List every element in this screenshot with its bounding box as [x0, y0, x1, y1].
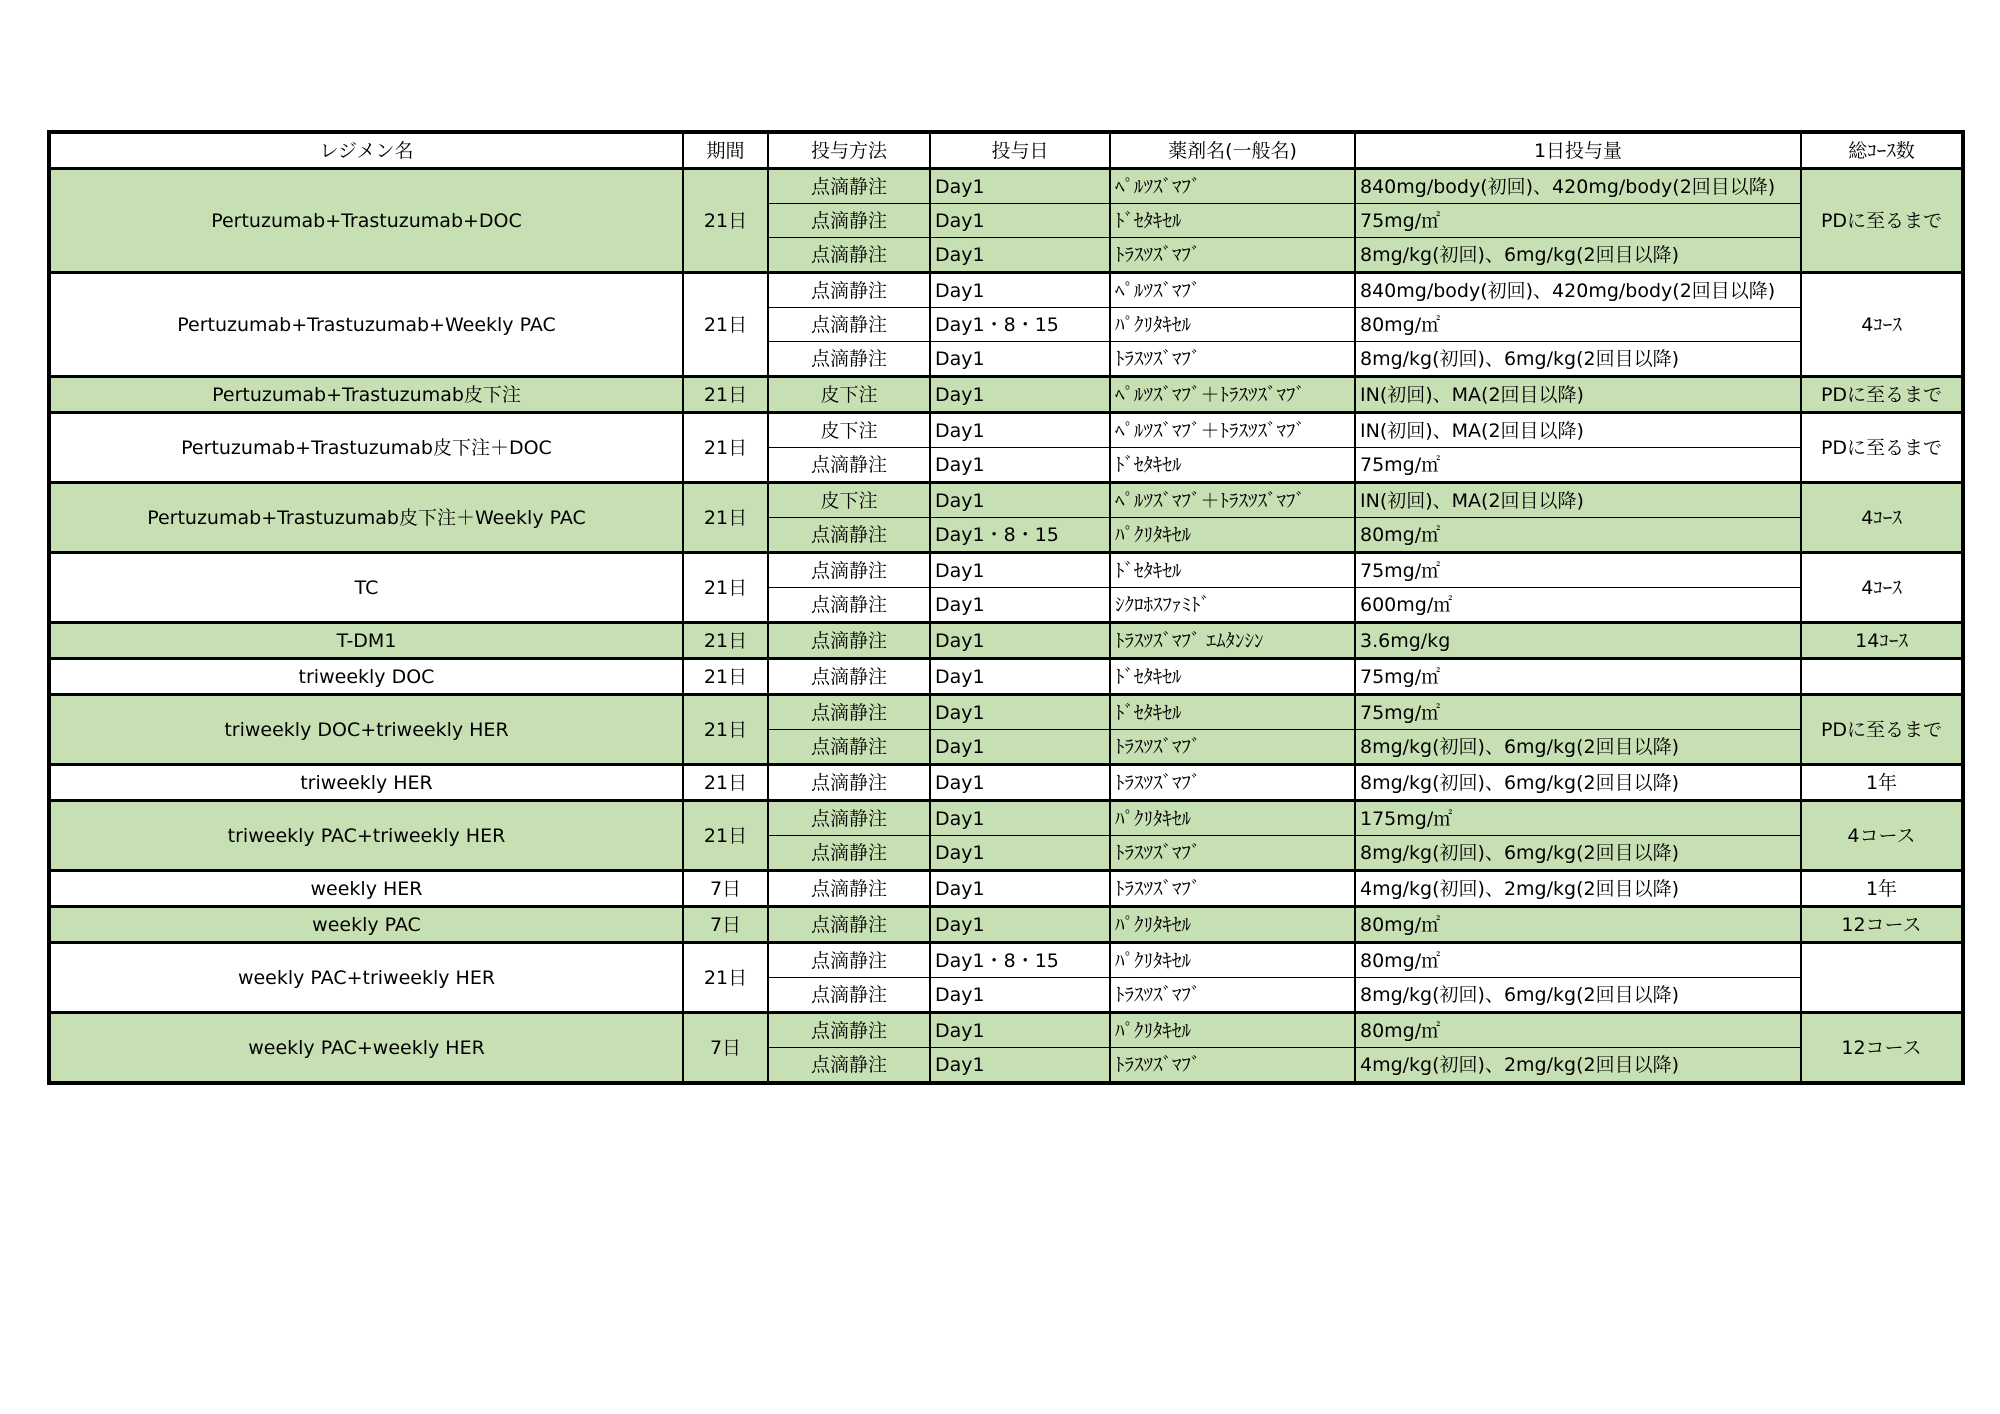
drug-cell: ﾄﾗｽﾂｽﾞﾏﾌﾞ — [1110, 836, 1355, 871]
regimen-name-cell: triweekly DOC — [49, 659, 683, 695]
dose-cell: 3.6mg/kg — [1355, 623, 1801, 659]
total-courses-cell: 4ｺｰｽ — [1801, 553, 1963, 623]
regimen-name-cell: triweekly HER — [49, 765, 683, 801]
drug-cell: ﾄﾗｽﾂｽﾞﾏﾌﾞ — [1110, 978, 1355, 1013]
header-regimen: レジメン名 — [49, 132, 683, 169]
regimen-group — [49, 659, 1963, 695]
header-dose: 1日投与量 — [1355, 132, 1801, 169]
table-row — [49, 871, 1963, 907]
period-cell: 21日 — [683, 553, 768, 623]
period-cell: 21日 — [683, 801, 768, 871]
day-cell: Day1 — [930, 695, 1110, 730]
drug-cell: ﾄﾞｾﾀｷｾﾙ — [1110, 448, 1355, 483]
drug-cell: ﾄﾞｾﾀｷｾﾙ — [1110, 553, 1355, 588]
method-cell: 点滴静注 — [768, 273, 930, 308]
regimen-name-cell: Pertuzumab+Trastuzumab皮下注＋DOC — [49, 413, 683, 483]
period-cell: 21日 — [683, 943, 768, 1013]
total-courses-cell: PDに至るまで — [1801, 413, 1963, 483]
regimen-group — [49, 801, 1963, 871]
method-cell: 点滴静注 — [768, 836, 930, 871]
method-cell: 皮下注 — [768, 413, 930, 448]
drug-cell: ﾊﾟｸﾘﾀｷｾﾙ — [1110, 943, 1355, 978]
header-day: 投与日 — [930, 132, 1110, 169]
total-courses-cell: 12コース — [1801, 1013, 1963, 1084]
dose-cell: 840mg/body(初回)、420mg/body(2回目以降) — [1355, 273, 1801, 308]
method-cell: 点滴静注 — [768, 907, 930, 943]
regimen-group — [49, 871, 1963, 907]
regimen-name-cell: weekly PAC+triweekly HER — [49, 943, 683, 1013]
table-row — [49, 801, 1963, 836]
regimen-group — [49, 377, 1963, 413]
drug-cell: ﾄﾗｽﾂｽﾞﾏﾌﾞ — [1110, 765, 1355, 801]
dose-cell: 80mg/㎡ — [1355, 308, 1801, 342]
table-row — [49, 695, 1963, 730]
regimen-group — [49, 907, 1963, 943]
method-cell: 点滴静注 — [768, 871, 930, 907]
method-cell: 点滴静注 — [768, 553, 930, 588]
day-cell: Day1 — [930, 204, 1110, 238]
regimen-name-cell: T-DM1 — [49, 623, 683, 659]
dose-cell: IN(初回)、MA(2回目以降) — [1355, 483, 1801, 518]
period-cell: 21日 — [683, 377, 768, 413]
period-cell: 21日 — [683, 695, 768, 765]
table-row — [49, 273, 1963, 308]
drug-cell: ﾄﾗｽﾂｽﾞﾏﾌﾞ — [1110, 871, 1355, 907]
drug-cell: ﾄﾗｽﾂｽﾞﾏﾌﾞ — [1110, 238, 1355, 273]
day-cell: Day1 — [930, 553, 1110, 588]
day-cell: Day1 — [930, 623, 1110, 659]
header-method: 投与方法 — [768, 132, 930, 169]
method-cell: 点滴静注 — [768, 801, 930, 836]
period-cell: 21日 — [683, 273, 768, 377]
header-drug: 薬剤名(一般名) — [1110, 132, 1355, 169]
method-cell: 点滴静注 — [768, 238, 930, 273]
dose-cell: 75mg/㎡ — [1355, 695, 1801, 730]
drug-cell: ﾄﾗｽﾂｽﾞﾏﾌﾞ — [1110, 730, 1355, 765]
regimen-name-cell: triweekly DOC+triweekly HER — [49, 695, 683, 765]
day-cell: Day1 — [930, 765, 1110, 801]
day-cell: Day1 — [930, 342, 1110, 377]
method-cell: 点滴静注 — [768, 978, 930, 1013]
total-courses-cell: 4ｺｰｽ — [1801, 483, 1963, 553]
day-cell: Day1 — [930, 730, 1110, 765]
regimen-group — [49, 943, 1963, 1013]
drug-cell: ｼｸﾛﾎｽﾌｧﾐﾄﾞ — [1110, 588, 1355, 623]
day-cell: Day1 — [930, 801, 1110, 836]
day-cell: Day1・8・15 — [930, 943, 1110, 978]
dose-cell: 80mg/㎡ — [1355, 1013, 1801, 1048]
period-cell: 21日 — [683, 623, 768, 659]
total-courses-cell — [1801, 659, 1963, 695]
table-row — [49, 169, 1963, 204]
day-cell: Day1 — [930, 1048, 1110, 1084]
method-cell: 点滴静注 — [768, 169, 930, 204]
header-total: 総ｺｰｽ数 — [1801, 132, 1963, 169]
table-row — [49, 943, 1963, 978]
method-cell: 点滴静注 — [768, 1013, 930, 1048]
period-cell: 21日 — [683, 413, 768, 483]
regimen-group — [49, 413, 1963, 483]
method-cell: 点滴静注 — [768, 695, 930, 730]
table-row — [49, 765, 1963, 801]
regimen-name-cell: Pertuzumab+Trastuzumab皮下注 — [49, 377, 683, 413]
day-cell: Day1 — [930, 659, 1110, 695]
drug-cell: ﾍﾟﾙﾂｽﾞﾏﾌﾞ — [1110, 169, 1355, 204]
drug-cell: ﾊﾟｸﾘﾀｷｾﾙ — [1110, 308, 1355, 342]
method-cell: 点滴静注 — [768, 342, 930, 377]
day-cell: Day1 — [930, 836, 1110, 871]
dose-cell: 80mg/㎡ — [1355, 943, 1801, 978]
method-cell: 皮下注 — [768, 377, 930, 413]
day-cell: Day1 — [930, 413, 1110, 448]
regimen-name-cell: Pertuzumab+Trastuzumab+Weekly PAC — [49, 273, 683, 377]
table-row — [49, 1013, 1963, 1048]
regimen-name-cell: triweekly PAC+triweekly HER — [49, 801, 683, 871]
method-cell: 点滴静注 — [768, 765, 930, 801]
table-row — [49, 377, 1963, 413]
method-cell: 点滴静注 — [768, 730, 930, 765]
regimen-group — [49, 483, 1963, 553]
table-row — [49, 483, 1963, 518]
regimen-name-cell: Pertuzumab+Trastuzumab+DOC — [49, 169, 683, 273]
drug-cell: ﾄﾞｾﾀｷｾﾙ — [1110, 204, 1355, 238]
total-courses-cell — [1801, 943, 1963, 1013]
day-cell: Day1 — [930, 169, 1110, 204]
regimen-name-cell: weekly PAC — [49, 907, 683, 943]
method-cell: 点滴静注 — [768, 659, 930, 695]
drug-cell: ﾄﾞｾﾀｷｾﾙ — [1110, 659, 1355, 695]
drug-cell: ﾄﾞｾﾀｷｾﾙ — [1110, 695, 1355, 730]
day-cell: Day1 — [930, 238, 1110, 273]
period-cell: 21日 — [683, 765, 768, 801]
regimen-table — [47, 130, 1965, 1085]
table-row — [49, 413, 1963, 448]
dose-cell: 8mg/kg(初回)、6mg/kg(2回目以降) — [1355, 730, 1801, 765]
drug-cell: ﾊﾟｸﾘﾀｷｾﾙ — [1110, 801, 1355, 836]
table-row — [49, 623, 1963, 659]
total-courses-cell: PDに至るまで — [1801, 695, 1963, 765]
drug-cell: ﾄﾗｽﾂｽﾞﾏﾌﾞ — [1110, 342, 1355, 377]
method-cell: 点滴静注 — [768, 943, 930, 978]
day-cell: Day1 — [930, 907, 1110, 943]
method-cell: 点滴静注 — [768, 623, 930, 659]
day-cell: Day1 — [930, 377, 1110, 413]
regimen-group — [49, 169, 1963, 273]
day-cell: Day1 — [930, 978, 1110, 1013]
drug-cell: ﾍﾟﾙﾂｽﾞﾏﾌﾞ＋ﾄﾗｽﾂｽﾞﾏﾌﾞ — [1110, 377, 1355, 413]
dose-cell: 175mg/㎡ — [1355, 801, 1801, 836]
dose-cell: 8mg/kg(初回)、6mg/kg(2回目以降) — [1355, 765, 1801, 801]
dose-cell: 8mg/kg(初回)、6mg/kg(2回目以降) — [1355, 836, 1801, 871]
dose-cell: 80mg/㎡ — [1355, 518, 1801, 553]
total-courses-cell: 4コース — [1801, 801, 1963, 871]
method-cell: 点滴静注 — [768, 518, 930, 553]
day-cell: Day1 — [930, 483, 1110, 518]
regimen-group — [49, 765, 1963, 801]
dose-cell: 4mg/kg(初回)、2mg/kg(2回目以降) — [1355, 1048, 1801, 1084]
dose-cell: 75mg/㎡ — [1355, 448, 1801, 483]
regimen-group — [49, 623, 1963, 659]
regimen-name-cell: Pertuzumab+Trastuzumab皮下注＋Weekly PAC — [49, 483, 683, 553]
period-cell: 21日 — [683, 659, 768, 695]
total-courses-cell: 1年 — [1801, 871, 1963, 907]
dose-cell: 75mg/㎡ — [1355, 553, 1801, 588]
table-row — [49, 659, 1963, 695]
method-cell: 点滴静注 — [768, 308, 930, 342]
drug-cell: ﾍﾟﾙﾂｽﾞﾏﾌﾞ＋ﾄﾗｽﾂｽﾞﾏﾌﾞ — [1110, 413, 1355, 448]
period-cell: 21日 — [683, 483, 768, 553]
day-cell: Day1 — [930, 448, 1110, 483]
regimen-name-cell: TC — [49, 553, 683, 623]
dose-cell: 75mg/㎡ — [1355, 204, 1801, 238]
regimen-group — [49, 695, 1963, 765]
drug-cell: ﾍﾟﾙﾂｽﾞﾏﾌﾞ＋ﾄﾗｽﾂｽﾞﾏﾌﾞ — [1110, 483, 1355, 518]
drug-cell: ﾊﾟｸﾘﾀｷｾﾙ — [1110, 907, 1355, 943]
dose-cell: 8mg/kg(初回)、6mg/kg(2回目以降) — [1355, 238, 1801, 273]
day-cell: Day1 — [930, 871, 1110, 907]
table-row — [49, 907, 1963, 943]
dose-cell: 600mg/㎡ — [1355, 588, 1801, 623]
dose-cell: IN(初回)、MA(2回目以降) — [1355, 377, 1801, 413]
day-cell: Day1・8・15 — [930, 518, 1110, 553]
regimen-group — [49, 273, 1963, 377]
header-row — [49, 132, 1963, 169]
day-cell: Day1 — [930, 273, 1110, 308]
method-cell: 点滴静注 — [768, 204, 930, 238]
regimen-group — [49, 1013, 1963, 1084]
total-courses-cell: PDに至るまで — [1801, 169, 1963, 273]
dose-cell: 840mg/body(初回)、420mg/body(2回目以降) — [1355, 169, 1801, 204]
drug-cell: ﾄﾗｽﾂｽﾞﾏﾌﾞ — [1110, 1048, 1355, 1084]
drug-cell: ﾄﾗｽﾂｽﾞﾏﾌﾞ ｴﾑﾀﾝｼﾝ — [1110, 623, 1355, 659]
table-row — [49, 553, 1963, 588]
method-cell: 点滴静注 — [768, 1048, 930, 1084]
dose-cell: 75mg/㎡ — [1355, 659, 1801, 695]
drug-cell: ﾊﾟｸﾘﾀｷｾﾙ — [1110, 1013, 1355, 1048]
period-cell: 7日 — [683, 871, 768, 907]
dose-cell: 8mg/kg(初回)、6mg/kg(2回目以降) — [1355, 342, 1801, 377]
dose-cell: IN(初回)、MA(2回目以降) — [1355, 413, 1801, 448]
regimen-name-cell: weekly PAC+weekly HER — [49, 1013, 683, 1084]
period-cell: 7日 — [683, 907, 768, 943]
drug-cell: ﾍﾟﾙﾂｽﾞﾏﾌﾞ — [1110, 273, 1355, 308]
method-cell: 点滴静注 — [768, 448, 930, 483]
header-period: 期間 — [683, 132, 768, 169]
period-cell: 21日 — [683, 169, 768, 273]
dose-cell: 4mg/kg(初回)、2mg/kg(2回目以降) — [1355, 871, 1801, 907]
regimen-name-cell: weekly HER — [49, 871, 683, 907]
total-courses-cell: PDに至るまで — [1801, 377, 1963, 413]
total-courses-cell: 1年 — [1801, 765, 1963, 801]
day-cell: Day1 — [930, 588, 1110, 623]
regimen-group — [49, 553, 1963, 623]
method-cell: 点滴静注 — [768, 588, 930, 623]
method-cell: 皮下注 — [768, 483, 930, 518]
dose-cell: 80mg/㎡ — [1355, 907, 1801, 943]
total-courses-cell: 12コース — [1801, 907, 1963, 943]
drug-cell: ﾊﾟｸﾘﾀｷｾﾙ — [1110, 518, 1355, 553]
period-cell: 7日 — [683, 1013, 768, 1084]
day-cell: Day1・8・15 — [930, 308, 1110, 342]
total-courses-cell: 4ｺｰｽ — [1801, 273, 1963, 377]
total-courses-cell: 14ｺｰｽ — [1801, 623, 1963, 659]
day-cell: Day1 — [930, 1013, 1110, 1048]
dose-cell: 8mg/kg(初回)、6mg/kg(2回目以降) — [1355, 978, 1801, 1013]
